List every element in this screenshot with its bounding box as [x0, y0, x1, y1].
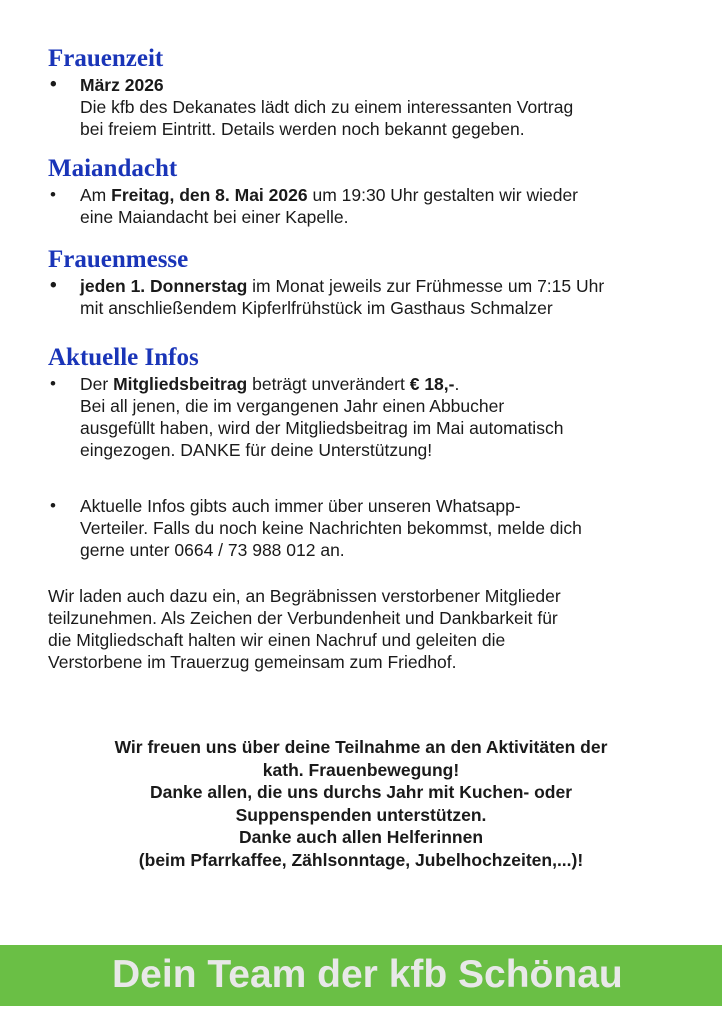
document-body: [48, 44, 688, 673]
membership-fee-amount: € 18,-: [409, 374, 455, 394]
text-fragment: Der: [80, 374, 114, 394]
frauenzeit-date: • März 2026: [80, 75, 164, 95]
list-item: [48, 275, 688, 319]
text-line: Die kfb des Dekanates lädt dich zu einem interessanten Vortrag: [80, 97, 574, 117]
text-line: ausgefüllt haben, wird der Mitgliedsbeitrag im Mai automatisch: [80, 418, 564, 438]
text-line: Verstorbene im Trauerzug gemeinsam zum Friedhof.: [48, 652, 457, 672]
infos-list: [48, 373, 688, 561]
thanks-block: [0, 736, 722, 871]
membership-fee-label: Mitgliedsbeitrag: [113, 374, 248, 394]
text-line: Verteiler. Falls du noch keine Nachrichten bekommst, melde dich: [80, 518, 582, 538]
text-line: [80, 275, 688, 297]
section-frauenzeit: [48, 44, 688, 140]
text-fragment: im Monat jeweils zur Frühmesse um 7:15 Uhr: [247, 276, 605, 296]
text-line: teilzunehmen. Als Zeichen der Verbundenheit und Dankbarkeit für: [48, 608, 558, 628]
list-item: [48, 184, 688, 228]
footer-banner: [0, 945, 722, 1006]
text-line: die Mitgliedschaft halten wir einen Nachruf und geleiten die: [48, 630, 506, 650]
text-line: Wir laden auch dazu ein, an Begräbnissen verstorbener Mitglieder: [48, 586, 561, 606]
frauenmesse-list: [48, 275, 688, 319]
text-line: eingezogen. DANKE für deine Unterstützung!: [80, 440, 433, 460]
text-line: • Aktuelle Infos gibts auch immer über unseren Whatsapp-: [80, 496, 521, 516]
text-line: (beim Pfarrkaffee, Zählsonntage, Jubelhochzeiten,...)!: [138, 849, 584, 870]
text-fragment: beträgt unverändert: [247, 374, 410, 394]
maiandacht-date: Freitag, den 8. Mai 2026: [111, 185, 308, 205]
text-fragment: Am: [80, 185, 112, 205]
text-line: [80, 373, 688, 395]
text-fragment: .: [454, 374, 460, 394]
section-aktuelle-infos: [48, 343, 688, 561]
heading-frauenmesse: Frauenmesse: [48, 246, 189, 273]
list-item: [48, 373, 688, 461]
list-item: [48, 495, 688, 561]
footer-signature: Dein Team der kfb Schönau: [112, 953, 623, 996]
heading-frauenzeit: Frauenzeit: [48, 45, 164, 72]
text-line: eine Maiandacht bei einer Kapelle.: [80, 207, 349, 227]
text-fragment: um 19:30 Uhr gestalten wir wieder: [307, 185, 578, 205]
list-item: [48, 74, 688, 140]
text-line: Suppenspenden unterstützen.: [235, 804, 487, 825]
text-line: bei freiem Eintritt. Details werden noch bekannt gegeben.: [80, 119, 525, 139]
section-frauenmesse: [48, 245, 688, 319]
frauenmesse-schedule: jeden 1. Donnerstag: [80, 276, 248, 296]
text-line: Bei all jenen, die im vergangenen Jahr einen Abbucher: [80, 396, 505, 416]
funeral-paragraph: [48, 585, 688, 673]
frauenzeit-list: [48, 74, 688, 140]
text-line: [80, 184, 688, 206]
maiandacht-list: [48, 184, 688, 228]
heading-aktuelle-infos: Aktuelle Infos: [48, 344, 199, 371]
section-maiandacht: [48, 154, 688, 228]
text-line: gerne unter 0664 / 73 988 012 an.: [80, 540, 345, 560]
text-line: mit anschließendem Kipferlfrühstück im Gasthaus Schmalzer: [80, 298, 553, 318]
text-line: Wir freuen uns über deine Teilnahme an den Aktivitäten der: [114, 737, 608, 757]
heading-maiandacht: Maiandacht: [48, 155, 178, 182]
text-line: kath. Frauenbewegung!: [262, 759, 460, 780]
text-line: Danke auch allen Helferinnen: [238, 827, 484, 847]
text-line: Danke allen, die uns durchs Jahr mit Kuchen- oder: [149, 782, 573, 802]
